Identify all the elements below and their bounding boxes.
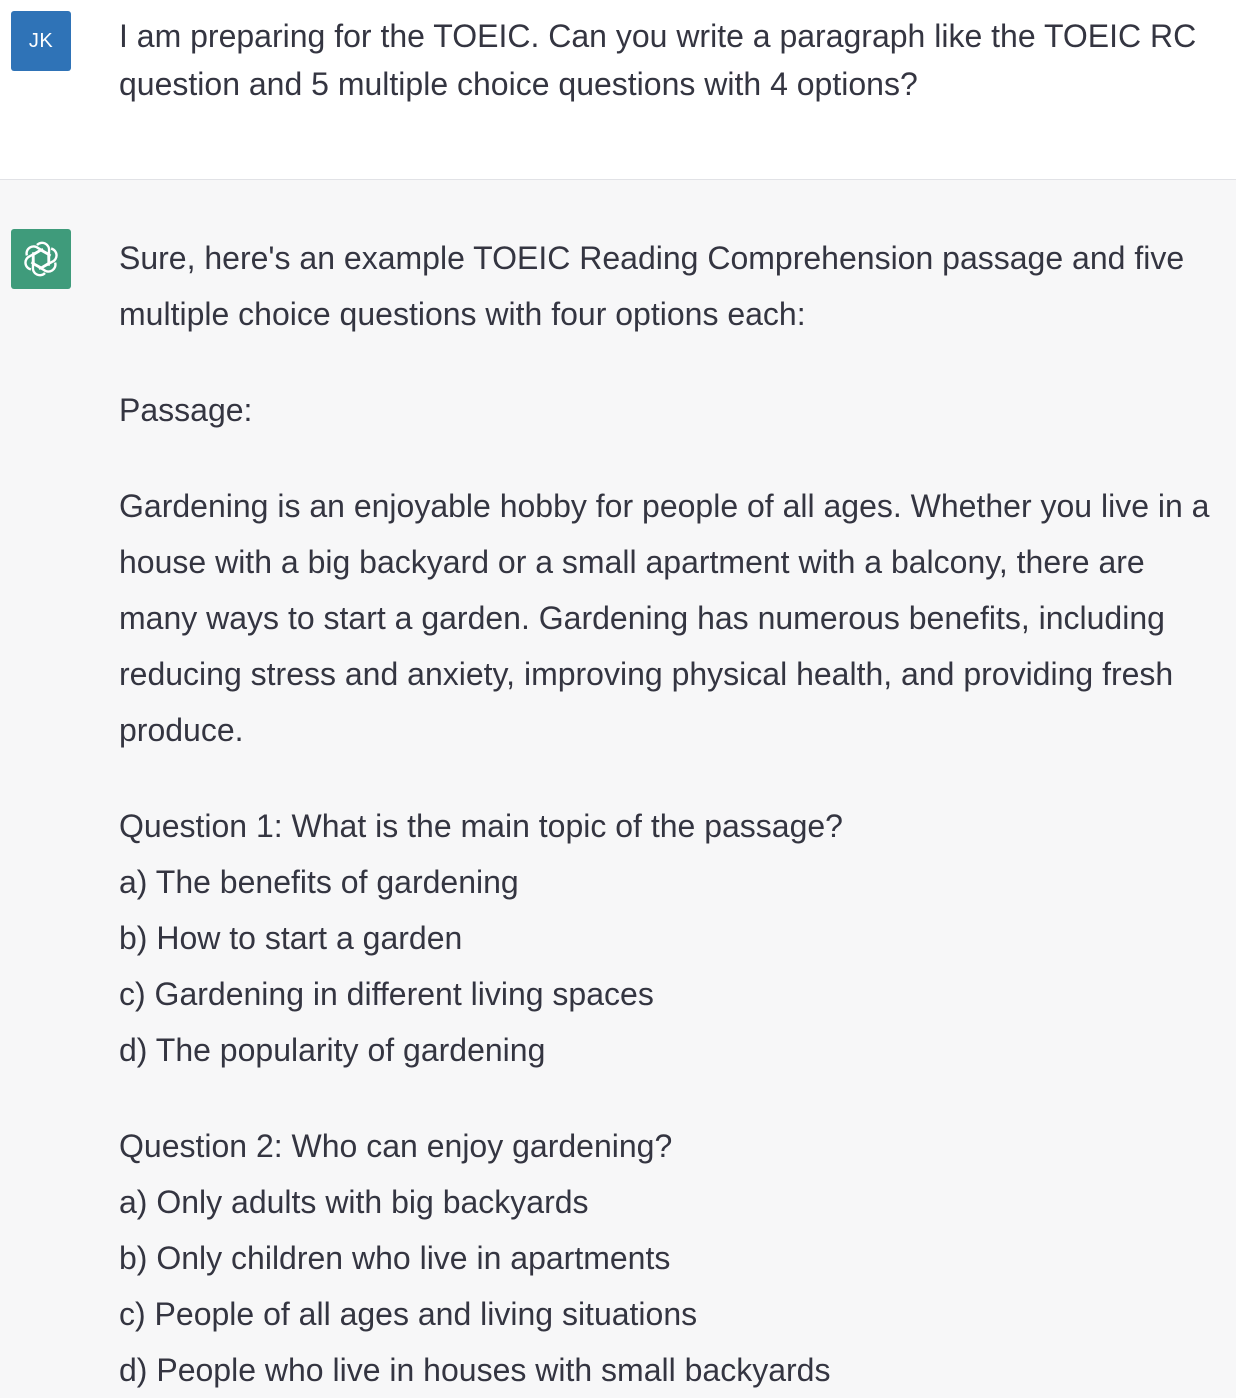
answer-option: c) Gardening in different living spaces bbox=[119, 976, 654, 1012]
user-message-text: I am preparing for the TOEIC. Can you write a paragraph like the TOEIC RC question and 5 multiple choice questions with 4 options? bbox=[119, 18, 1197, 102]
answer-option: c) People of all ages and living situations bbox=[119, 1296, 698, 1332]
answer-option: b) How to start a garden bbox=[119, 920, 463, 956]
assistant-message-content bbox=[119, 230, 1229, 1398]
user-avatar: JK bbox=[11, 11, 71, 71]
question-block bbox=[119, 798, 1229, 1078]
assistant-avatar bbox=[11, 229, 71, 289]
passage-label: Passage: bbox=[119, 392, 253, 428]
answer-option: b) Only children who live in apartments bbox=[119, 1240, 671, 1276]
question-block bbox=[119, 1118, 1229, 1398]
assistant-intro: Sure, here's an example TOEIC Reading Comprehension passage and five multiple choice questions with four options each: bbox=[119, 240, 1185, 332]
answer-option: a) Only adults with big backyards bbox=[119, 1184, 589, 1220]
user-message-row bbox=[0, 0, 1236, 180]
answer-option: a) The benefits of gardening bbox=[119, 864, 519, 900]
answer-option: d) People who live in houses with small backyards bbox=[119, 1352, 831, 1388]
passage-text: Gardening is an enjoyable hobby for people of all ages. Whether you live in a house with a big backyard or a small apartment with a balcony, there are many ways to start a garden. Gardening has numerous benefits, including reducing stress and anxiety, improving physical health, and providing fresh produce. bbox=[119, 488, 1210, 748]
question-text: Question 1: What is the main topic of the passage? bbox=[119, 808, 843, 844]
openai-logo-icon bbox=[20, 238, 62, 280]
question-text: Question 2: Who can enjoy gardening? bbox=[119, 1128, 673, 1164]
answer-option: d) The popularity of gardening bbox=[119, 1032, 546, 1068]
assistant-message-row bbox=[0, 180, 1236, 1398]
